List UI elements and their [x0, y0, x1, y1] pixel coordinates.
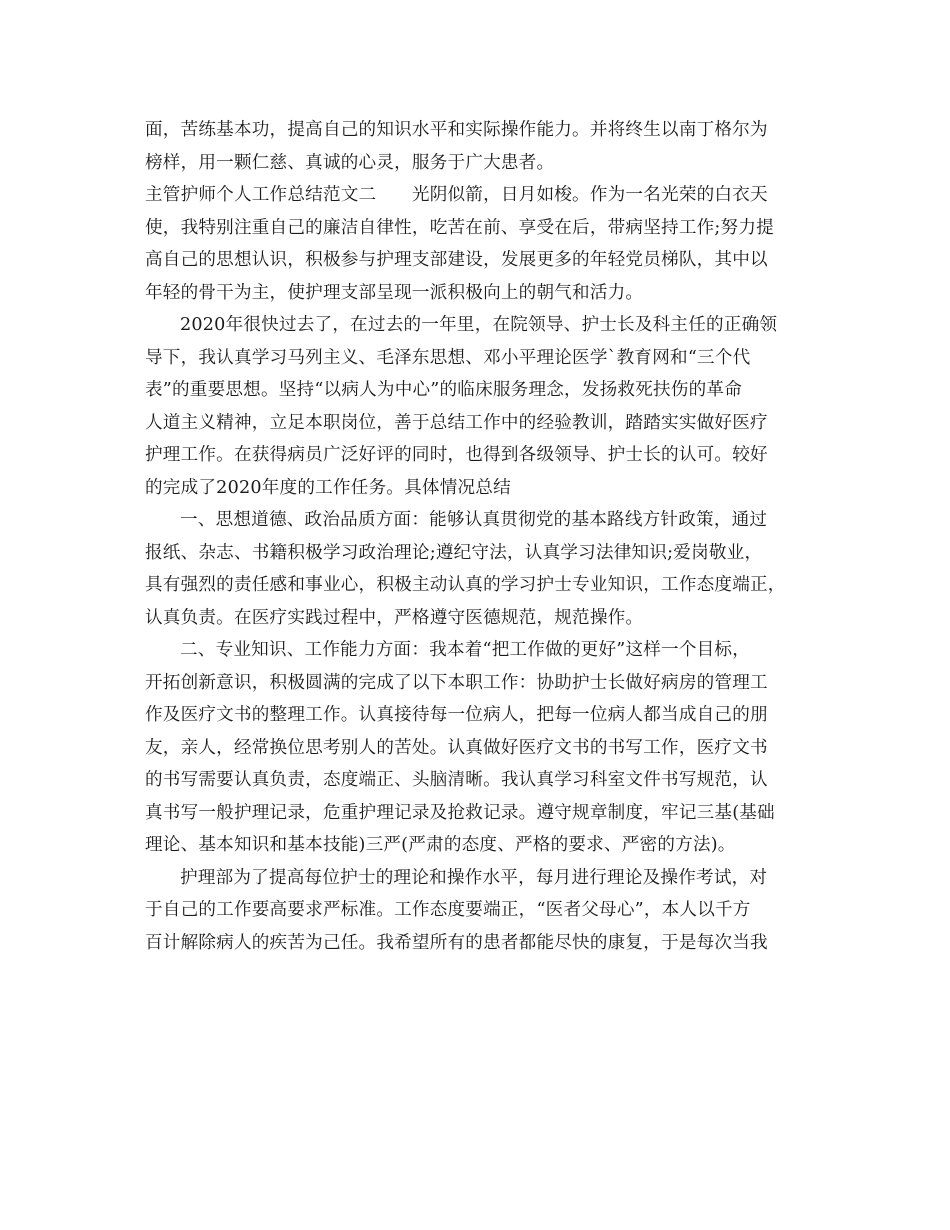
text-line: 面，苦练基本功，提高自己的知识水平和实际操作能力。并将终生以南丁格尔为: [145, 120, 768, 140]
paragraph-start-line: 一、思想道德、政治品质方面：能够认真贯彻党的基本路线方针政策，通过: [180, 510, 768, 530]
text-line: 人道主义精神，立足本职岗位，善于总结工作中的经验教训，踏踏实实做好医疗: [145, 412, 768, 433]
text-line: 表”的重要思想。坚持“以病人为中心”的临床服务理念，发扬救死扶伤的革命: [145, 380, 742, 400]
text-line: 百计解除病人的疾苦为己任。我希望所有的患者都能尽快的康复，于是每次当我: [145, 932, 768, 953]
text-line: 使，我特别注重自己的廉洁自律性，吃苦在前、享受在后，带病坚持工作;努力提: [145, 217, 774, 238]
text-line: 作及医疗文书的整理工作。认真接待每一位病人，把每一位病人都当成自己的朋: [145, 705, 768, 725]
text-line: 的书写需要认真负责，态度端正、头脑清晰。我认真学习科室文件书写规范，认: [145, 770, 768, 790]
paragraph-start-line: 2020年很快过去了，在过去的一年里，在院领导、护士长及科主任的正确领: [180, 315, 778, 335]
text-line: 榜样，用一颗仁慈、真诚的心灵，服务于广大患者。: [145, 152, 555, 173]
text-line: 于自己的工作要高要求严标准。工作态度要端正，“医者父母心”，本人以千方: [145, 900, 751, 920]
text-line: 开拓创新意识，积极圆满的完成了以下本职工作：协助护士长做好病房的管理工: [145, 672, 768, 693]
paragraph-start-line: 护理部为了提高每位护士的理论和操作水平，每月进行理论及操作考试，对: [180, 867, 768, 888]
text-line: 年轻的骨干为主，使护理支部呈现一派积极向上的朝气和活力。: [145, 282, 644, 303]
text-line: 具有强烈的责任感和事业心，积极主动认真的学习护士专业知识，工作态度端正，: [145, 575, 786, 595]
text-line: 护理工作。在获得病员广泛好评的同时，也得到各级领导、护士长的认可。较好: [145, 445, 768, 465]
document-body: [145, 114, 809, 959]
text-line: 理论、基本知识和基本技能)三严(严肃的态度、严格的要求、严密的方法)。: [145, 835, 736, 855]
section-title-line: 主管护师个人工作总结范文二 光阴似箭，日月如梭。作为一名光荣的白衣天: [145, 185, 768, 205]
text-line: 认真负责。在医疗实践过程中，严格遵守医德规范，规范操作。: [145, 607, 644, 628]
paragraph-start-line: 二、专业知识、工作能力方面：我本着“把工作做的更好”这样一个目标，: [180, 640, 750, 660]
text-line: 友，亲人，经常换位思考别人的苦处。认真做好医疗文书的书写工作，医疗文书: [145, 737, 768, 758]
text-line: 导下，我认真学习马列主义、毛泽东思想、邓小平理论医学`教育网和“三个代: [145, 347, 751, 368]
text-line: 报纸、杂志、书籍积极学习政治理论;遵纪守法，认真学习法律知识;爱岗敬业，: [145, 542, 763, 563]
text-line: 真书写一般护理记录，危重护理记录及抢救记录。遵守规章制度，牢记三基(基础: [145, 802, 775, 823]
text-line: 的完成了2020年度的工作任务。具体情况总结: [145, 477, 511, 498]
text-line: 高自己的思想认识，积极参与护理支部建设，发展更多的年轻党员梯队，其中以: [145, 250, 768, 270]
